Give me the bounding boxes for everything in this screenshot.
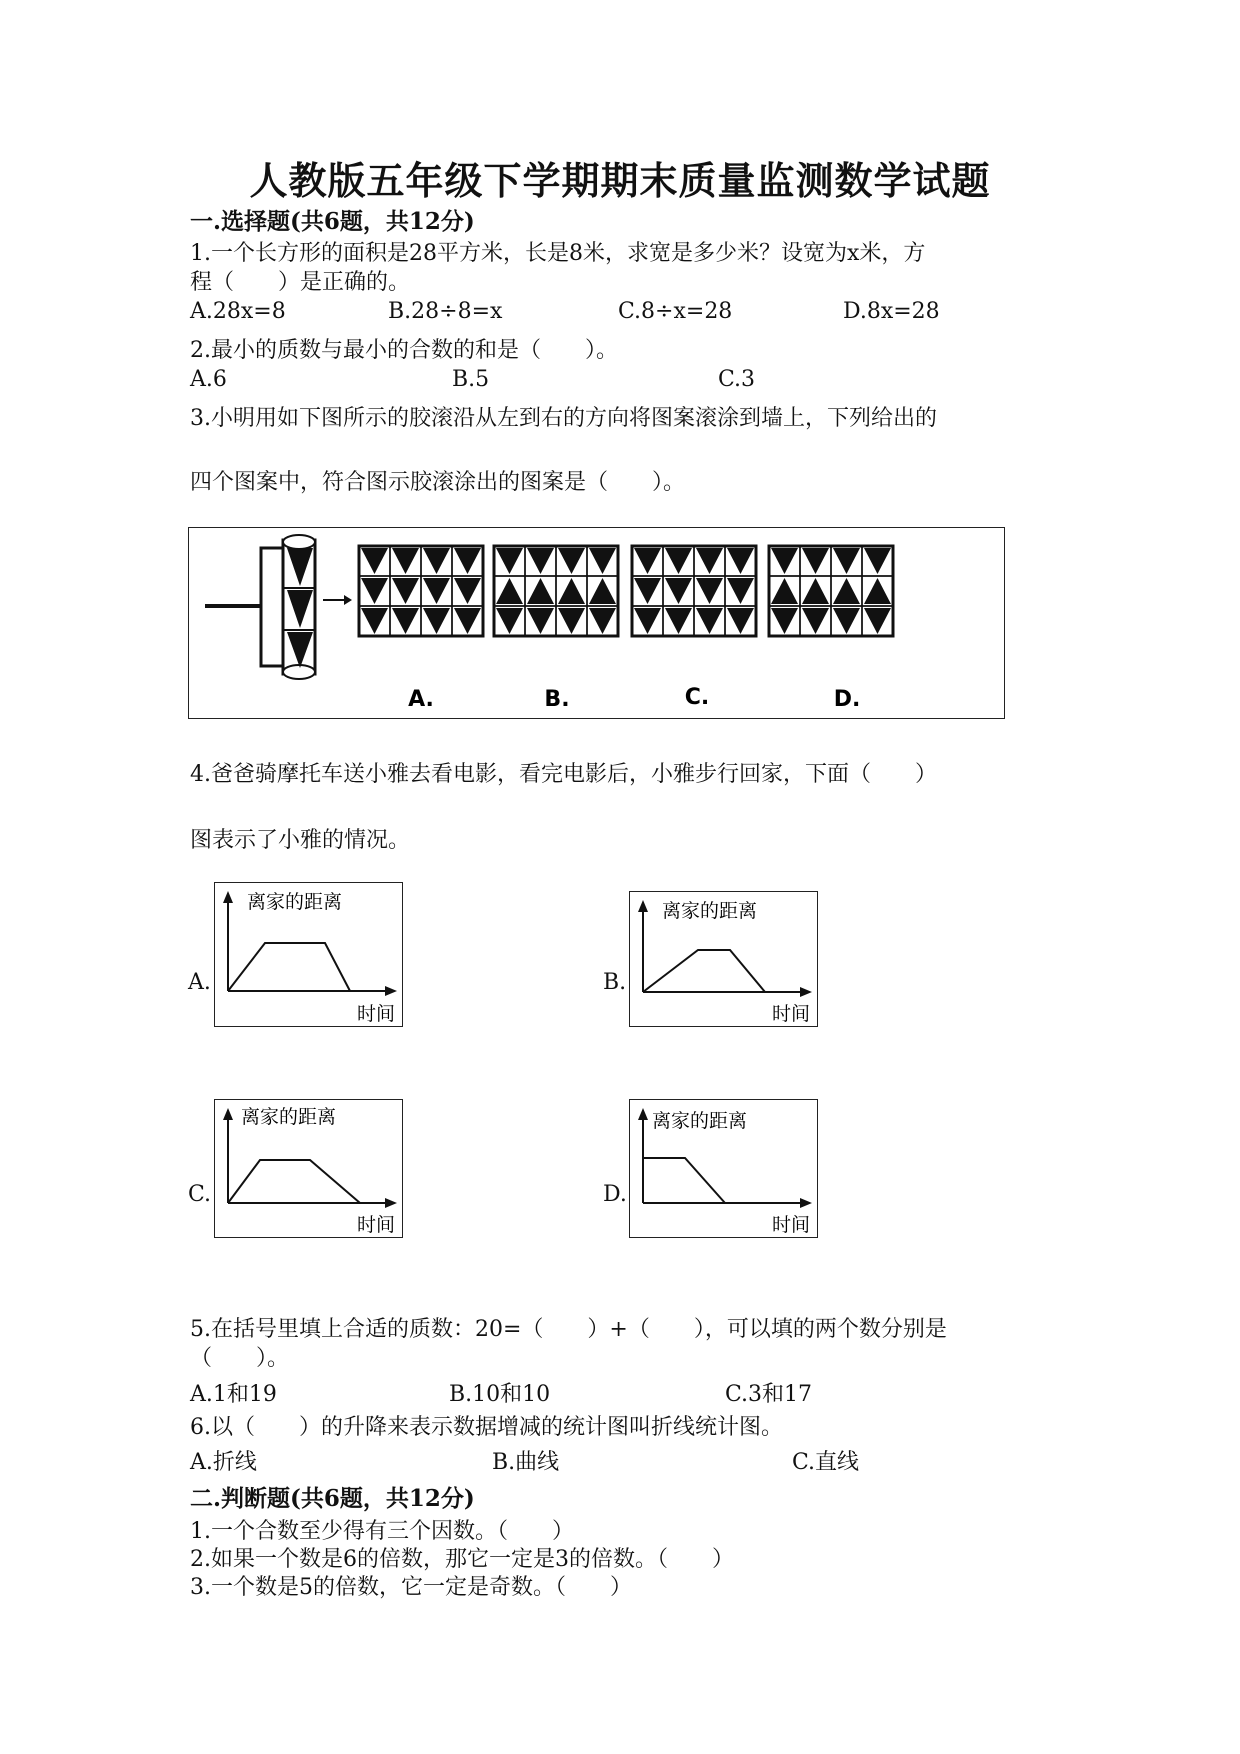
roller-frame (261, 548, 283, 666)
q4-option-d: D. (603, 1182, 627, 1207)
graph-c-xlabel: 时间 (357, 1214, 396, 1236)
pattern-c (632, 546, 756, 636)
graph-b-line (643, 950, 765, 992)
q6-option-c: C.直线 (792, 1450, 860, 1475)
page-title: 人教版五年级下学期期末质量监测数学试题 (249, 158, 991, 203)
section2-heading: 二.判断题(共6题，共12分) (190, 1485, 475, 1512)
q2-option-c: C.3 (718, 367, 756, 392)
figure-label-d: D. (833, 687, 861, 712)
graph-d-ylabel: 离家的距离 (652, 1110, 748, 1132)
q1-option-c: C.8÷x=28 (618, 299, 733, 324)
q4-option-a: A. (188, 970, 211, 995)
figure-label-c: C. (684, 685, 710, 710)
q3-line1: 3.小明用如下图所示的胶滚沿从左到右的方向将图案滚涂到墙上，下列给出的 (190, 406, 937, 431)
graph-a-xlabel: 时间 (357, 1003, 396, 1025)
q6-option-b: B.曲线 (492, 1450, 560, 1475)
graph-c (214, 1099, 403, 1238)
pattern-b (494, 546, 618, 636)
pattern-d (769, 546, 893, 636)
q1-line1: 1.一个长方形的面积是28平方米，长是8米，求宽是多少米？设宽为x米，方 (190, 241, 926, 266)
q6-text: 6.以（ ）的升降来表示数据增减的统计图叫折线统计图。 (190, 1415, 783, 1440)
figure-label-a: A. (408, 687, 434, 712)
q1-line2: 程（ ）是正确的。 (190, 270, 411, 295)
graph-d-line (643, 1158, 725, 1203)
graph-a-line (228, 943, 350, 991)
section1-heading: 一.选择题(共6题，共12分) (190, 208, 475, 235)
q5-option-c: C.3和17 (725, 1382, 813, 1407)
graph-d (629, 1099, 818, 1238)
q5-line2: （ ）。 (190, 1346, 290, 1371)
graph-c-ylabel: 离家的距离 (241, 1106, 337, 1128)
q4-line1: 4.爸爸骑摩托车送小雅去看电影，看完电影后，小雅步行回家，下面（ ） (190, 762, 937, 787)
graph-a (214, 882, 403, 1027)
pattern-a (359, 546, 483, 636)
q5-option-a: A.1和19 (190, 1382, 277, 1407)
graph-b-ylabel: 离家的距离 (662, 900, 758, 922)
q5-line1: 5.在括号里填上合适的质数：20=（ ）+（ ），可以填的两个数分别是 (190, 1317, 947, 1342)
q2-option-a: A.6 (190, 367, 227, 392)
q1-option-a: A.28x=8 (190, 299, 286, 324)
graph-c-line (228, 1160, 360, 1203)
graph-b-xlabel: 时间 (772, 1003, 811, 1025)
q5-option-b: B.10和10 (449, 1382, 551, 1407)
graph-d-xlabel: 时间 (772, 1214, 811, 1236)
q3-line2: 四个图案中，符合图示胶滚涂出的图案是（ ）。 (190, 470, 686, 495)
q1-option-b: B.28÷8=x (388, 299, 503, 324)
q4-option-c: C. (188, 1182, 212, 1207)
roller-figure-svg (189, 528, 1004, 718)
roller-figure (188, 527, 1005, 719)
q2-option-b: B.5 (452, 367, 490, 392)
graph-b (629, 891, 818, 1027)
figure-label-b: B. (544, 687, 570, 712)
judge-item-2: 2.如果一个数是6的倍数，那它一定是3的倍数。（ ） (190, 1547, 734, 1572)
q4-line2: 图表示了小雅的情况。 (190, 828, 411, 853)
q1-option-d: D.8x=28 (843, 299, 940, 324)
judge-item-3: 3.一个数是5的倍数，它一定是奇数。（ ） (190, 1575, 632, 1600)
judge-item-1: 1.一个合数至少得有三个因数。（ ） (190, 1519, 574, 1544)
q6-option-a: A.折线 (190, 1450, 257, 1475)
q4-option-b: B. (603, 970, 627, 995)
q2-text: 2.最小的质数与最小的合数的和是（ ）。 (190, 338, 618, 363)
graph-a-ylabel: 离家的距离 (247, 891, 343, 913)
